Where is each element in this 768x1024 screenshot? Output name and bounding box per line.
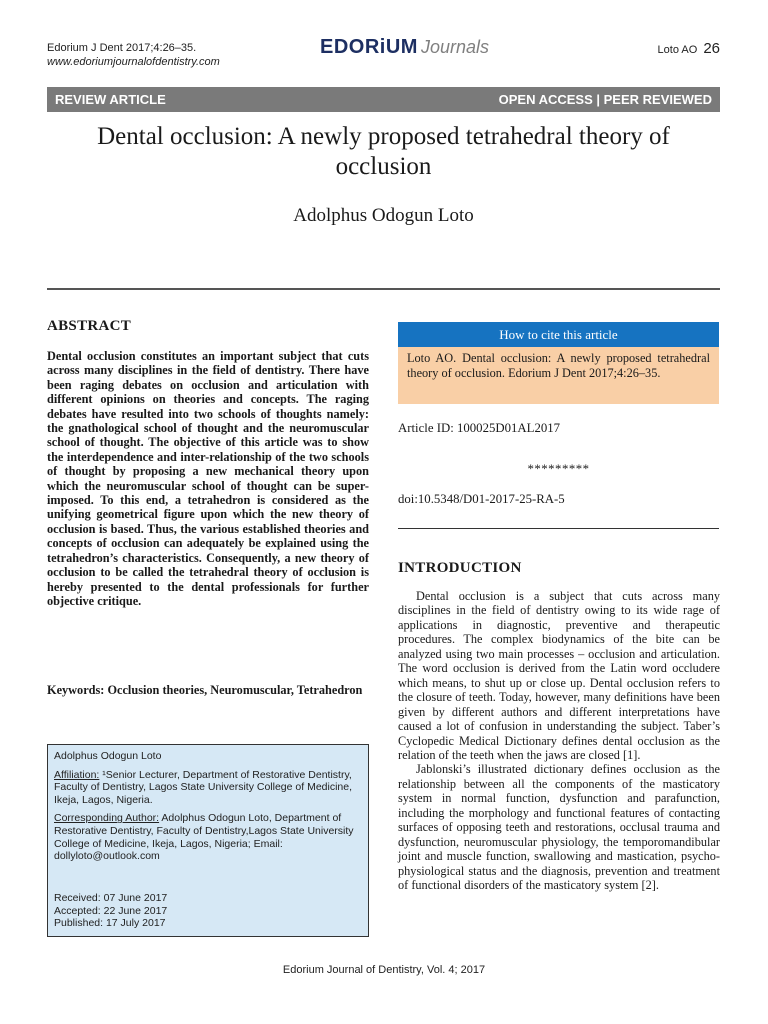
published-date: Published: 17 July 2017 <box>54 917 166 930</box>
journal-url[interactable]: www.edoriumjournalofdentistry.com <box>47 56 220 68</box>
doi[interactable]: doi:10.5348/D01-2017-25-RA-5 <box>398 492 565 506</box>
affiliation-label: Affiliation: <box>54 768 100 781</box>
affiliation-box <box>47 744 369 937</box>
access-status: OPEN ACCESS | PEER REVIEWED <box>498 92 712 107</box>
received-date: Received: 07 June 2017 <box>54 892 168 905</box>
corresponding-text: Adolphus Odogun Loto, Department of Restorative Dentistry, Faculty of Dentistry,Lagos State University College of Medicine, Ikeja, Lagos, Nigeria; Email: dollyloto@outlook.com <box>54 812 354 863</box>
corresponding-label: Corresponding Author: <box>54 812 160 825</box>
abstract-heading: ABSTRACT <box>47 318 132 334</box>
affiliation-author-name: Adolphus Odogun Loto <box>54 750 162 762</box>
running-author: Loto AO <box>657 44 698 56</box>
journal-citation-header <box>47 41 220 69</box>
running-header <box>658 40 720 57</box>
keywords: Keywords: Occlusion theories, Neuromuscular, Tetrahedron <box>47 683 363 697</box>
corresponding-paragraph <box>54 812 362 862</box>
affiliation-paragraph <box>54 769 362 807</box>
journal-citation: Edorium J Dent 2017;4:26–35. <box>47 42 197 54</box>
edorium-logo <box>320 36 489 59</box>
article-title: Dental occlusion: A newly proposed tetrahedral theory of occlusion <box>97 123 670 180</box>
page-footer: Edorium Journal of Dentistry, Vol. 4; 2017 <box>282 964 486 976</box>
article-author: Adolphus Odogun Loto <box>293 205 474 226</box>
article-type-band <box>47 87 720 112</box>
how-to-cite-text: Loto AO. Dental occlusion: A newly proposed tetrahedral theory of occlusion. Edorium J Dent 2017;4:26–35. <box>398 347 719 404</box>
introduction-paragraph-2: Jablonski’s illustrated dictionary defines occlusion as the relationship between all the components of the masticatory system in normal function, dysfunction and parafunction, including the morphology and functional features of contacting surfaces of opposing teeth and restorations, occlusal trauma and dysfunction, neuromuscular physiology, the temporomandibular joint and muscle function, swallowing and mastication, psycho-physiological status and the diagnosis, prevention and treatment of functional disorders of the masticatory system [2]. <box>398 762 720 893</box>
page-number: 26 <box>703 40 720 57</box>
separator-stars: ********* <box>527 462 590 476</box>
how-to-cite-heading: How to cite this article <box>398 322 719 347</box>
accepted-date: Accepted: 22 June 2017 <box>54 904 168 917</box>
article-id: Article ID: 100025D01AL2017 <box>398 421 561 435</box>
affiliation-text: ¹Senior Lecturer, Department of Restorative Dentistry, Faculty of Dentistry, Lagos State University College of Medicine, Ikeja, Lagos, Nigeria. <box>54 768 353 806</box>
introduction-heading: INTRODUCTION <box>398 560 522 576</box>
article-type: REVIEW ARTICLE <box>55 92 166 107</box>
introduction-paragraph-1: Dental occlusion is a subject that cuts across many disciplines in the field of dentistry owing to its wide rage of applications in diagnostic, preventive and therapeutic procedures. The complex biodynamics of the bite can be analyzed using two main processes – occlusion and articulation. The word occlusion is derived from the Latin word occludere which means, to shut up or close up. Dental occlusion refers to the closure of teeth. Today, however, many definitions have been given by different authors and different interpretations have caused a lot of confusion in understanding the subject. Taber’s Cyclopedic Medical Dictionary defines dental occlusion as the relation of the teeth when the jaws are closed [1]. <box>398 589 720 762</box>
header-divider <box>47 288 720 290</box>
publication-dates <box>54 892 167 930</box>
logo-bold-text: EDORiUM <box>320 36 418 58</box>
logo-light-text: Journals <box>420 37 489 57</box>
right-column-divider <box>398 528 719 529</box>
introduction-body <box>398 589 720 893</box>
abstract-text: Dental occlusion constitutes an important subject that cuts across many disciplines in the field of dentistry. There have been raging debates on occlusion and articulation with different opinions on theories and concepts. The raging debates have resulted into two schools of thoughts namely: the gnathological school of thought and the neuromuscular school of thought. The objective of this article was to show the interdependence and inter-relationship of the two schools of thought by proposing a new mechanical theory upon which the neuromuscular school of thought can be super-imposed. To this end, a tetrahedron is considered as the unifying geometrical figure upon which the new theory of occlusion is based. Thus, the various established theories and concepts of occlusion can adequately be explained using the tetrahedron’s characteristics. Consequently, a new theory of occlusion to be called the tetrahedral theory of occlusion is hereby presented to the dental professionals for further objective critique. <box>47 349 369 608</box>
